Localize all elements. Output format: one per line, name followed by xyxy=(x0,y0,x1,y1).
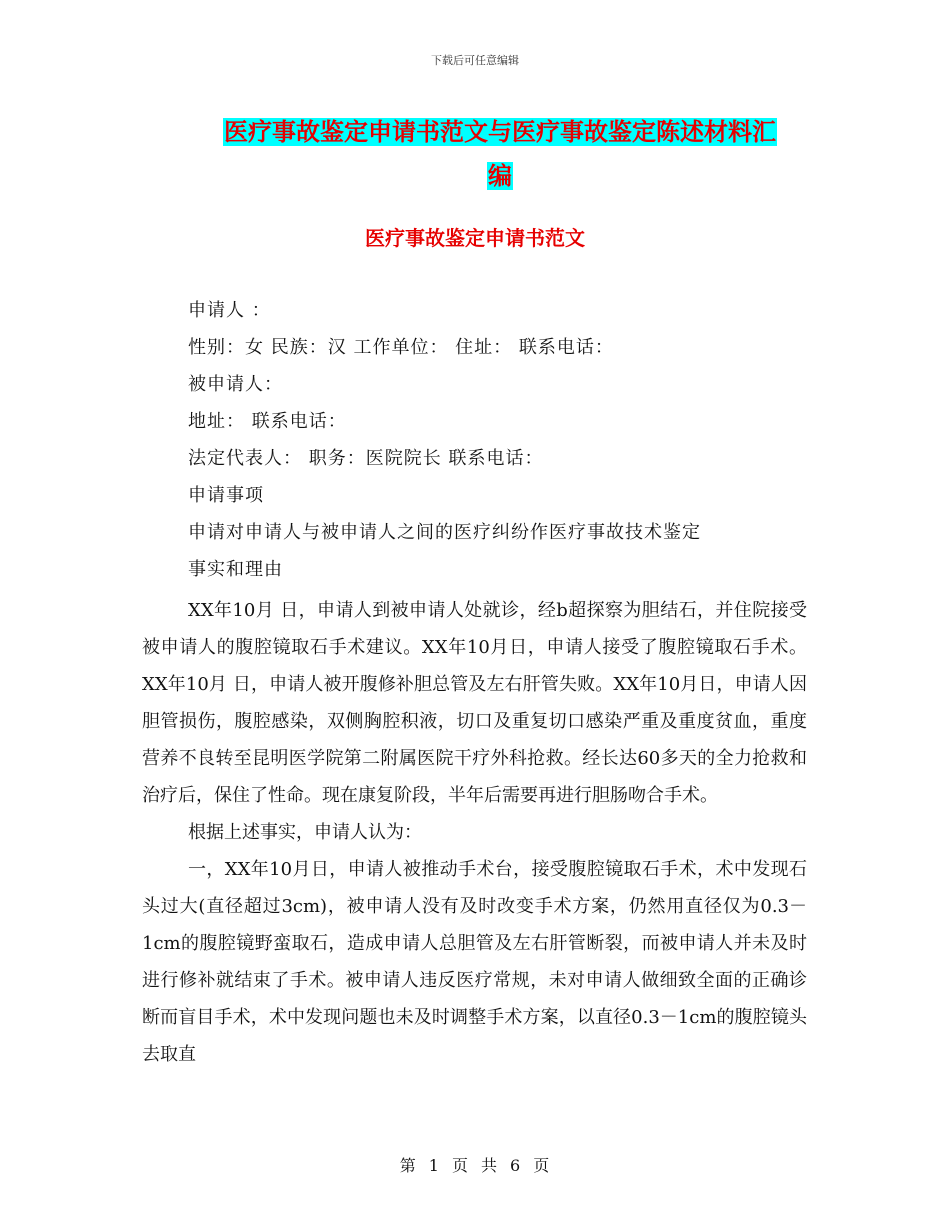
footer-page-label: 页 xyxy=(451,1156,469,1175)
page-footer xyxy=(0,1153,950,1176)
field-address: 地址： 联系电话： xyxy=(188,411,347,432)
footer-total-prefix: 共 xyxy=(481,1156,499,1175)
document-title xyxy=(180,110,820,198)
section-title: 医疗事故鉴定申请书范文 xyxy=(365,226,585,250)
footer-page-number: 1 xyxy=(428,1156,440,1175)
field-request-heading: 申请事项 xyxy=(188,485,264,506)
field-respondent: 被申请人： xyxy=(188,374,283,395)
document-title-line2: 编 xyxy=(488,162,512,190)
field-request-content: 申请对申请人与被申请人之间的医疗纠纷作医疗事故技术鉴定 xyxy=(188,522,701,543)
paragraph-point-one: 一，XX年10月日，申请人被推动手术台，接受腹腔镜取石手术，术中发现石头过大(直径超过3cm)，被申请人没有及时改变手术方案，仍然用直径仅为0.3－1cm的腹腔镜野蛮取石，造成申请人总胆管及左右肝管断裂，而被申请人并未及时进行修补就结束了手术。被申请人违反医疗常规，未对申请人做细致全面的正确诊断而盲目手术，术中发现问题也未及时调整手术方案，以直径0.3－1cm的腹腔镜头去取直 xyxy=(142,859,807,1065)
paragraph-conclusion-intro: 根据上述事实，申请人认为： xyxy=(188,822,422,843)
document-body xyxy=(142,592,807,1073)
field-personal-info: 性别：女 民族：汉 工作单位： 住址： 联系电话： xyxy=(188,337,614,358)
field-applicant: 申请人 ： xyxy=(188,300,271,321)
paragraph-facts: XX年10月 日，申请人到被申请人处就诊，经b超探察为胆结石，并住院接受被申请人的腹腔镜取石手术建议。XX年10月日，申请人接受了腹腔镜取石手术。XX年10月 日，申请人被开腹修补胆总管及左右肝管失败。XX年10月日，申请人因胆管损伤，腹腔感染，双侧胸腔积液，切口及重复切口感染严重及重度贫血，重度营养不良转至昆明医学院第二附属医院干疗外科抢救。经长达60多天的全力抢救和治疗后，保住了性命。现在康复阶段，半年后需要再进行胆肠吻合手术。 xyxy=(142,600,807,806)
footer-total-suffix: 页 xyxy=(533,1156,551,1175)
field-legal-representative: 法定代表人： 职务：医院院长 联系电话： xyxy=(188,448,544,469)
field-facts-heading: 事实和理由 xyxy=(188,559,283,580)
document-title-line1: 医疗事故鉴定申请书范文与医疗事故鉴定陈述材料汇 xyxy=(224,118,776,146)
header-note: 下载后可任意编辑 xyxy=(431,54,519,67)
footer-page-prefix: 第 xyxy=(399,1156,417,1175)
applicant-fields xyxy=(188,292,828,588)
footer-total-pages: 6 xyxy=(510,1156,522,1175)
